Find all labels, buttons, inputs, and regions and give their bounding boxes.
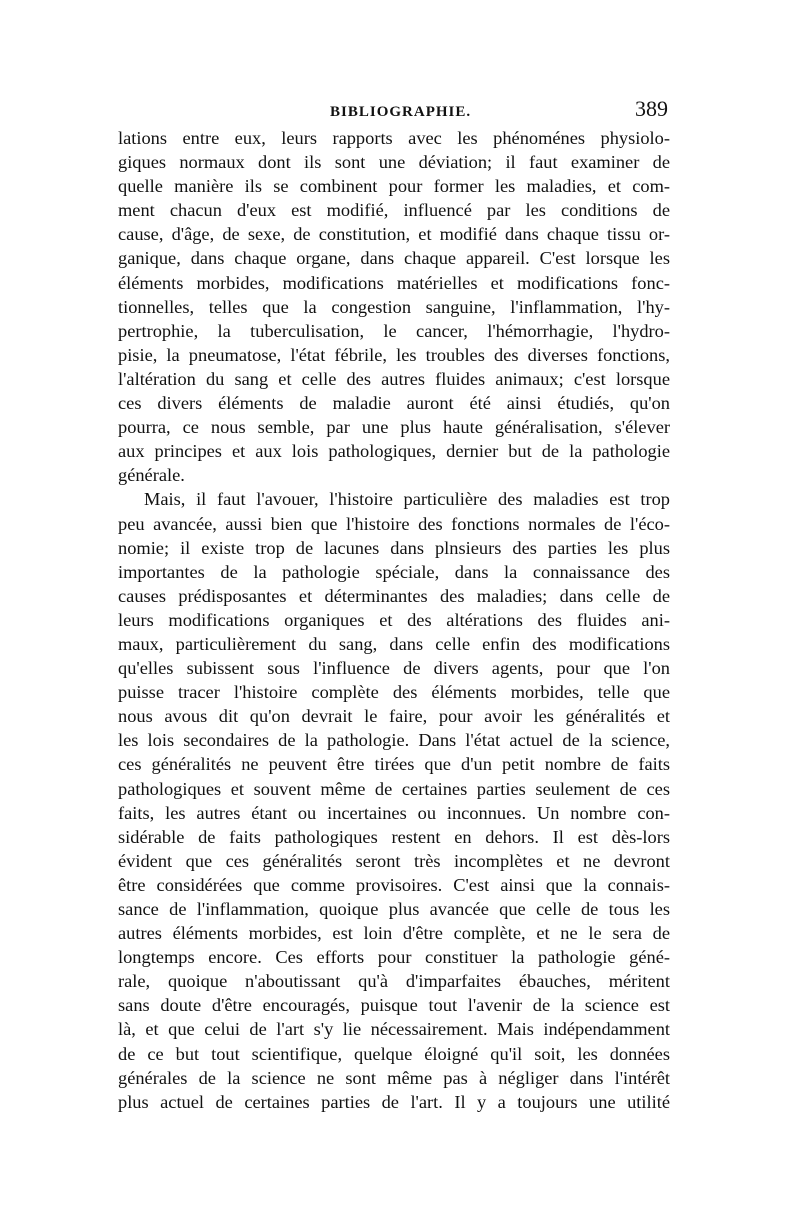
text-line: pisie, la pneumatose, l'état fébrile, les troubles des diverses fonctions,: [118, 344, 670, 365]
text-line: faits, les autres étant ou incertaines ou inconnues. Un nombre con-: [118, 802, 670, 823]
running-title: BIBLIOGRAPHIE.: [330, 104, 472, 120]
text-line: tionnelles, telles que la congestion sanguine, l'inflammation, l'hy-: [118, 296, 670, 317]
text-line: importantes de la pathologie spéciale, dans la connaissance des: [118, 561, 670, 582]
text-line: peu avancée, aussi bien que l'histoire des fonctions normales de l'éco-: [118, 513, 670, 534]
text-line: pertrophie, la tuberculisation, le cancer, l'hémorrhagie, l'hydro-: [118, 320, 670, 341]
text-line: l'altération du sang et celle des autres fluides animaux; c'est lorsque: [118, 368, 670, 389]
text-line: quelle manière ils se combinent pour former les maladies, et com-: [118, 176, 670, 197]
text-line: de ce but tout scientifique, quelque éloigné qu'il soit, les données: [118, 1043, 670, 1064]
text-line: puisse tracer l'histoire complète des éléments morbides, telle que: [118, 682, 670, 703]
text-line: sidérable de faits pathologiques restent en dehors. Il est dès-lors: [118, 826, 670, 847]
text-line: autres éléments morbides, est loin d'être complète, et ne le sera de: [118, 923, 670, 944]
text-line: nous avous dit qu'on devrait le faire, pour avoir les généralités et: [118, 706, 670, 727]
text-line: lations entre eux, leurs rapports avec les phénoménes physiolo-: [118, 128, 670, 148]
text-line: ganique, dans chaque organe, dans chaque appareil. C'est lorsque les: [118, 248, 670, 269]
text-line: rale, quoique n'aboutissant qu'à d'imparfaites ébauches, méritent: [118, 971, 670, 992]
text-line: sans doute d'être encouragés, puisque tout l'avenir de la science est: [118, 995, 670, 1016]
page-number: 389: [635, 96, 668, 121]
text-line: ment chacun d'eux est modifié, influencé par les conditions de: [118, 200, 670, 221]
text-line: causes prédisposantes et déterminantes des maladies; dans celle de: [118, 585, 670, 606]
text-line: aux principes et aux lois pathologiques, dernier but de la pathologie: [118, 441, 670, 462]
paragraph-end-line: générale.: [118, 465, 185, 486]
text-line: plus actuel de certaines parties de l'art. Il y a toujours une utilité: [118, 1091, 670, 1112]
text-line: sance de l'inflammation, quoique plus avancée que celle de tous les: [118, 899, 670, 919]
text-line: générales de la science ne sont même pas à négliger dans l'intérêt: [118, 1067, 670, 1088]
paragraph-start-line: Mais, il faut l'avouer, l'histoire particulière des maladies est trop: [144, 489, 670, 510]
text-line: être considérées que comme provisoires. C'est ainsi que la connais-: [118, 874, 670, 895]
text-line: ces divers éléments de maladie auront été ainsi étudiés, qu'on: [118, 393, 670, 414]
text-line: évident que ces généralités seront très incomplètes et ne devront: [118, 850, 670, 871]
text-line: ces généralités ne peuvent être tirées que d'un petit nombre de faits: [118, 754, 670, 775]
text-line: giques normaux dont ils sont une déviation; il faut examiner de: [118, 152, 670, 173]
text-line: qu'elles subissent sous l'influence de divers agents, pour que l'on: [118, 658, 670, 679]
text-line: éléments morbides, modifications matérielles et modifications fonc-: [118, 272, 670, 293]
text-line: longtemps encore. Ces efforts pour constituer la pathologie géné-: [118, 947, 670, 968]
text-line: pourra, ce nous semble, par une plus haute généralisation, s'élever: [118, 417, 670, 438]
text-line: les lois secondaires de la pathologie. Dans l'état actuel de la science,: [118, 730, 670, 751]
running-head: [118, 92, 670, 124]
text-line: là, et que celui de l'art s'y lie nécessairement. Mais indépendamment: [118, 1019, 670, 1040]
text-line: cause, d'âge, de sexe, de constitution, et modifié dans chaque tissu or-: [118, 224, 670, 245]
text-line: leurs modifications organiques et des altérations des fluides ani-: [118, 609, 670, 630]
body-text: [118, 126, 670, 1114]
text-line: maux, particulièrement du sang, dans celle enfin des modifications: [118, 633, 670, 654]
text-line: nomie; il existe trop de lacunes dans plnsieurs des parties les plus: [118, 537, 670, 558]
text-line: pathologiques et souvent même de certaines parties seulement de ces: [118, 778, 670, 799]
